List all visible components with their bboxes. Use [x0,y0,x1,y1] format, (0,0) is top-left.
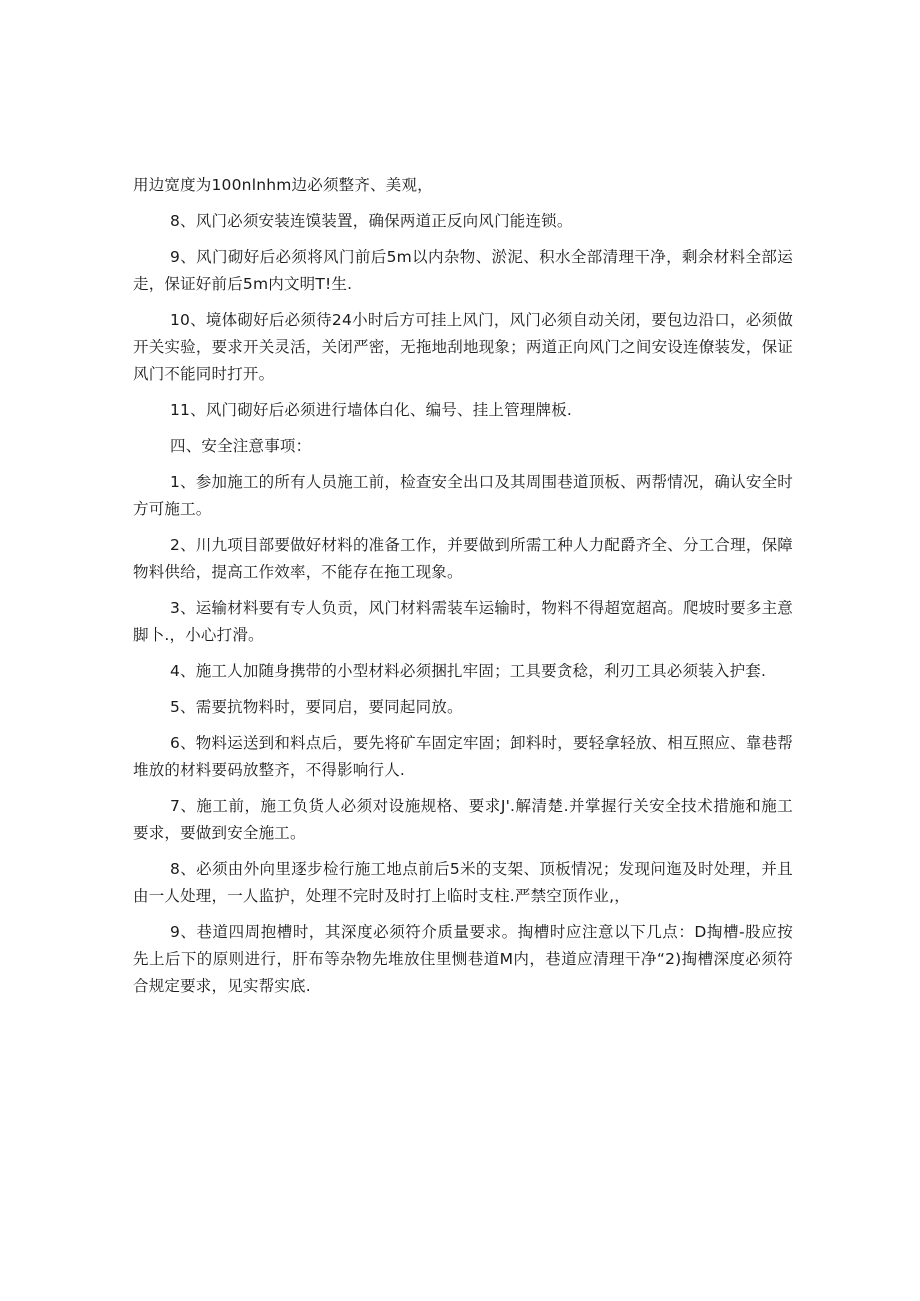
paragraph-continuation: 用边宽度为100nlnhm边必须整齐、美观， [133,176,433,194]
paragraph-safety-6: 6、物料运送到和料点后，要先将矿车固定牢固；卸料时，要轻拿轻放、相互照应、靠巷帮堆放的材料要码放整齐，不得影响行人. [133,734,793,779]
paragraph-safety-9: 9、巷道四周抱槽时，其深度必须符介质量要求。掏槽时应注意以下几点：D掏槽-股应按先上后下的原则进行，肝布等杂物先堆放住里恻巷道M内，巷道应清理干净“2)掏槽深度必须符合规定要求，见实帮实底. [133,923,793,995]
paragraph-item-10-hang-door: 10、境体砌好后必须待24小时后方可挂上风门，风门必须自动关闭，要包边沿口，必须做开关实验，要求开关灵活，关闭严密，无拖地刮地现象；两道正向风门之间安设连僚装发，保证风门不能同时打开。 [133,311,793,383]
paragraph-item-9-cleanup: 9、风门砌好后必须将风门前后5m以内杂物、淤泥、积水全部清理干净，剩余材料全部运走，保证好前后5m内文明T!生. [133,248,793,293]
paragraph-safety-3: 3、运输材料要有专人负贡，风门材料需装车运输时，物料不得超宽超高。爬坡时要多主意脚卜.，小心打滑。 [133,599,793,644]
paragraph-safety-8: 8、必须由外向里逐步检行施工地点前后5米的支架、顶板情况；发现问迤及时处理，并且由一人处理，一人监护，处理不完时及时打上临时支柱.严禁空顶作业,， [133,860,793,905]
paragraph-item-8-door-interlock: 8、风门必须安装连馍装置，确保两道正反向风门能连锁。 [170,212,573,230]
paragraph-safety-4: 4、施工人加随身携带的小型材料必须捆扎牢固；工具要贪稔，利刃工具必须装入护套. [170,662,767,680]
document-body [133,172,793,1009]
paragraph-safety-1: 1、参加施工的所有人员施工前，检查安全出口及其周围巷道顶板、两帮情况，确认安全时方可施工。 [133,473,793,518]
section-heading-safety: 四、安全注意事项： [170,437,312,455]
paragraph-safety-5: 5、需要抗物料时，要同启，要同起同放。 [170,698,463,716]
paragraph-safety-2: 2、川九项目部要做好材料的准备工作，并要做到所需工种人力配爵齐全、分工合理，保障物料供给，提高工作效率，不能存在拖工现象。 [133,536,793,581]
paragraph-item-11-whitewash: 11、风门砌好后必须进行墙体白化、编号、挂上管理牌板. [170,401,573,419]
paragraph-safety-7: 7、施工前，施工负货人必须对设施规格、要求J'.解清楚.并掌握行关安全技术措施和施工要求，要做到安全施工。 [133,797,793,842]
